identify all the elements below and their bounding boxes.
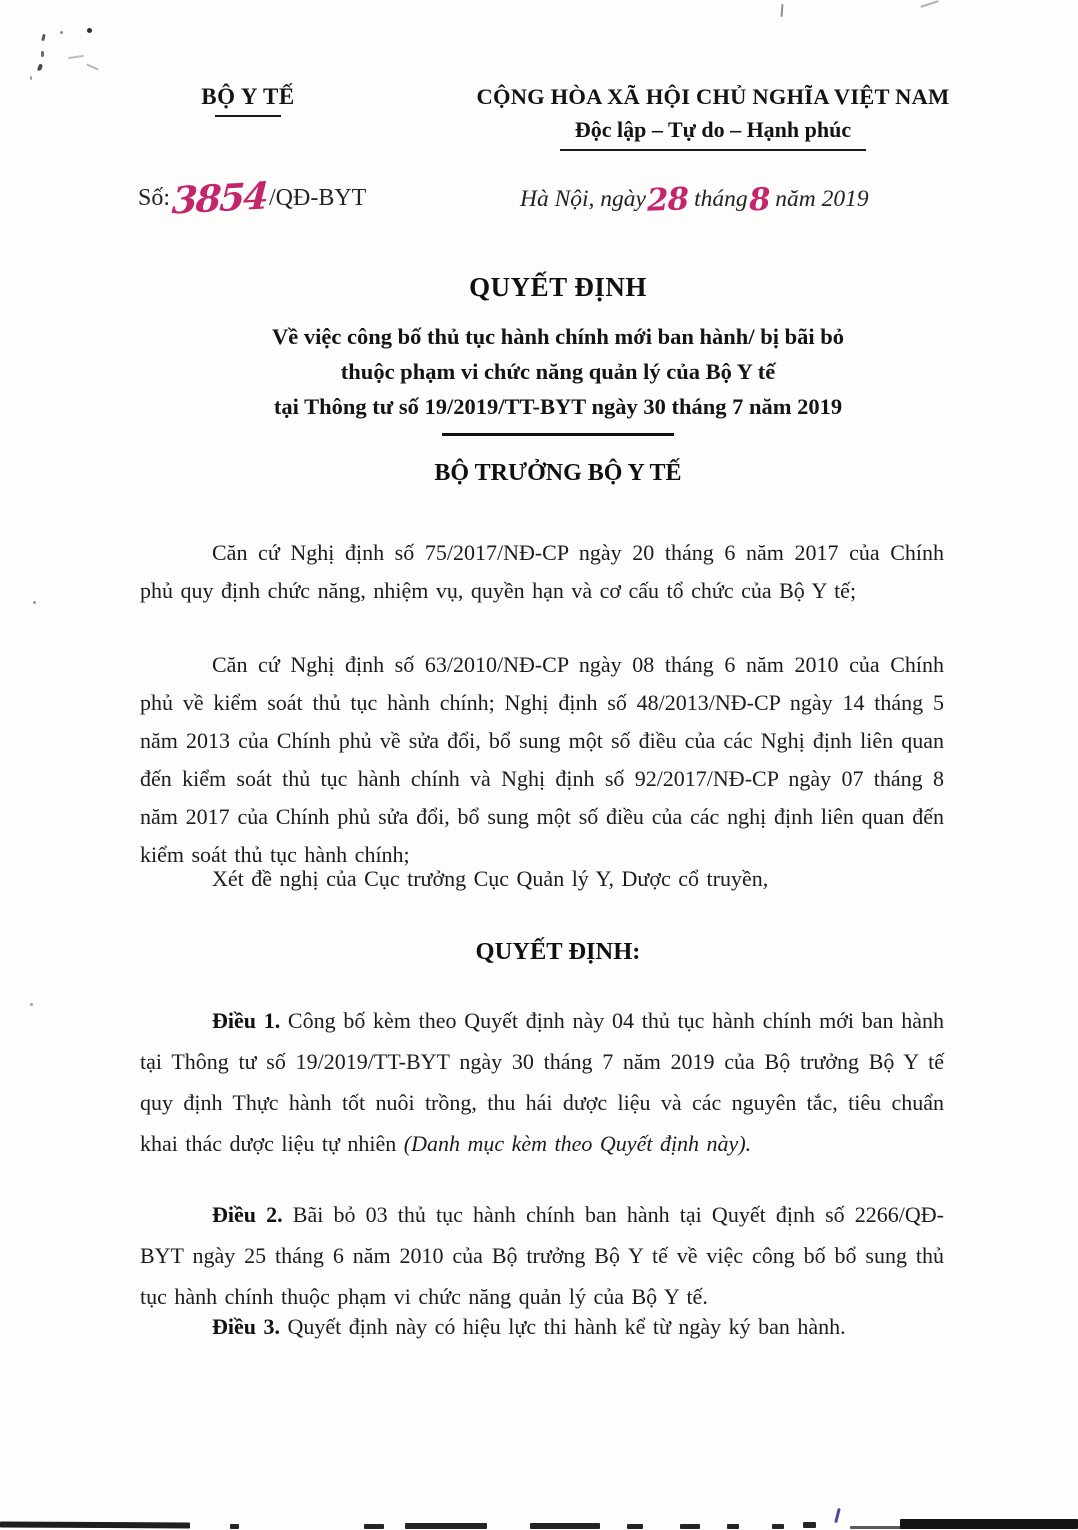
date-month-label: tháng [694,186,748,212]
scan-edge-segment [364,1524,384,1529]
decision-heading: QUYẾT ĐỊNH: [475,938,641,965]
ink-speck [37,64,43,72]
title-underline-rule [442,433,674,436]
national-header-block [440,84,986,151]
article-2-text: Bãi bỏ 03 thủ tục hành chính ban hành tại Quyết định số 2266/QĐ-BYT ngày 25 tháng 6 năm 2010 của Bộ trưởng Bộ Y tế về việc công bố bổ sung thủ tục hành chính thuộc phạm vi chức năng quản lý của Bộ Y tế. [140,1202,945,1309]
subject-line-3: tại Thông tư số 19/2019/TT-BYT ngày 30 tháng 7 năm 2019 [273,394,843,419]
scan-edge-segment [0,1522,190,1529]
scan-corner-mark [920,0,939,8]
blue-ink-slash-mark [834,1508,841,1523]
date-place-label: Hà Nội, ngày [520,186,646,212]
article-2 [140,1194,944,1317]
article-3 [140,1306,944,1347]
scan-edge-segment [405,1523,487,1529]
scan-edge-segment [230,1524,239,1529]
handwritten-month: 8 [748,181,770,219]
article-3-label: Điều 3. [212,1314,280,1339]
article-3-text: Quyết định này có hiệu lực thi hành kể từ ngày ký ban hành. [280,1314,846,1339]
handwritten-doc-number: 3854 [170,173,269,223]
article-1-text: Công bố kèm theo Quyết định này 04 thủ tục hành chính mới ban hành tại Thông tư số 19/2019/TT-BYT ngày 30 tháng 7 năm 2019 của Bộ trưởng Bộ Y tế quy định Thực hành tốt nuôi trồng, thu hái dược liệu và các nguyên tắc, tiêu chuẩn khai thác dược liệu tự nhiên [140,1008,944,1156]
scan-edge-segment [803,1522,816,1528]
ink-speck [68,55,84,59]
preamble-paragraph-2: Căn cứ Nghị định số 63/2010/NĐ-CP ngày 08 tháng 6 năm 2010 của Chính phủ về kiểm soát thủ tục hành chính; Nghị định số 48/2013/NĐ-CP ngày 14 tháng 5 năm 2013 của Chính phủ về sửa đổi, bổ sung một số điều của các Nghị định liên quan đến kiểm soát thủ tục hành chính và Nghị định số 92/2017/NĐ-CP ngày 07 tháng 8 năm 2017 của Chính phủ sửa đổi, bổ sung một số điều của các nghị định liên quan đến kiểm soát thủ tục hành chính; [140,652,944,867]
place-date-line [520,182,869,218]
scan-edge-segment [627,1524,643,1529]
document-subject [155,319,961,424]
authority-heading: BỘ TRƯỞNG BỘ Y TẾ [434,460,682,486]
national-motto: Độc lập – Tự do – Hạnh phúc [574,117,852,142]
date-year-label: năm 2019 [775,186,869,212]
scan-edge-segment [900,1519,1078,1529]
subject-line-2: thuộc phạm vi chức năng quản lý của Bộ Y tế [340,359,776,384]
scan-edge-segment [680,1524,700,1529]
scan-tick-mark [781,4,784,17]
document-title: QUYẾT ĐỊNH [469,272,647,302]
subject-line-1: Về việc công bố thủ tục hành chính mới ban hành/ bị bãi bỏ [272,324,844,349]
ink-speck [33,601,36,604]
handwritten-day: 28 [646,181,689,219]
ink-speck [41,51,44,57]
preamble-paragraph-1: Căn cứ Nghị định số 75/2017/NĐ-CP ngày 20 tháng 6 năm 2017 của Chính phủ quy định chức năng, nhiệm vụ, quyền hạn và cơ cấu tổ chức của Bộ Y tế; [140,540,944,603]
doc-number-suffix: /QĐ-BYT [269,185,367,211]
title-block [155,272,961,436]
ink-speck [60,31,63,34]
scan-edge-segment [530,1523,600,1529]
national-title: CỘNG HÒA XÃ HỘI CHỦ NGHĨA VIỆT NAM [476,84,950,109]
article-2-label: Điều 2. [212,1202,283,1227]
ink-speck [30,1003,33,1006]
issuing-org-name: BỘ Y TẾ [201,84,295,109]
scan-edge-segment [727,1524,739,1529]
preamble-paragraph-3: Xét đề nghị của Cục trưởng Cục Quản lý Y, Dược cổ truyền, [212,866,769,891]
motto-underline-rule [560,149,866,151]
doc-number-prefix: Số: [138,185,171,211]
article-1 [140,1000,944,1164]
article-1-italic-note: (Danh mục kèm theo Quyết định này). [403,1131,752,1156]
ink-speck [86,63,99,70]
issuing-org-block [150,84,346,117]
article-1-label: Điều 1. [212,1008,281,1033]
document-number-line [138,173,367,223]
ink-speck [30,76,32,80]
org-underline-rule [215,115,281,117]
scan-edge-segment [772,1524,784,1529]
ink-speck [87,28,92,33]
ink-speck [41,34,45,41]
